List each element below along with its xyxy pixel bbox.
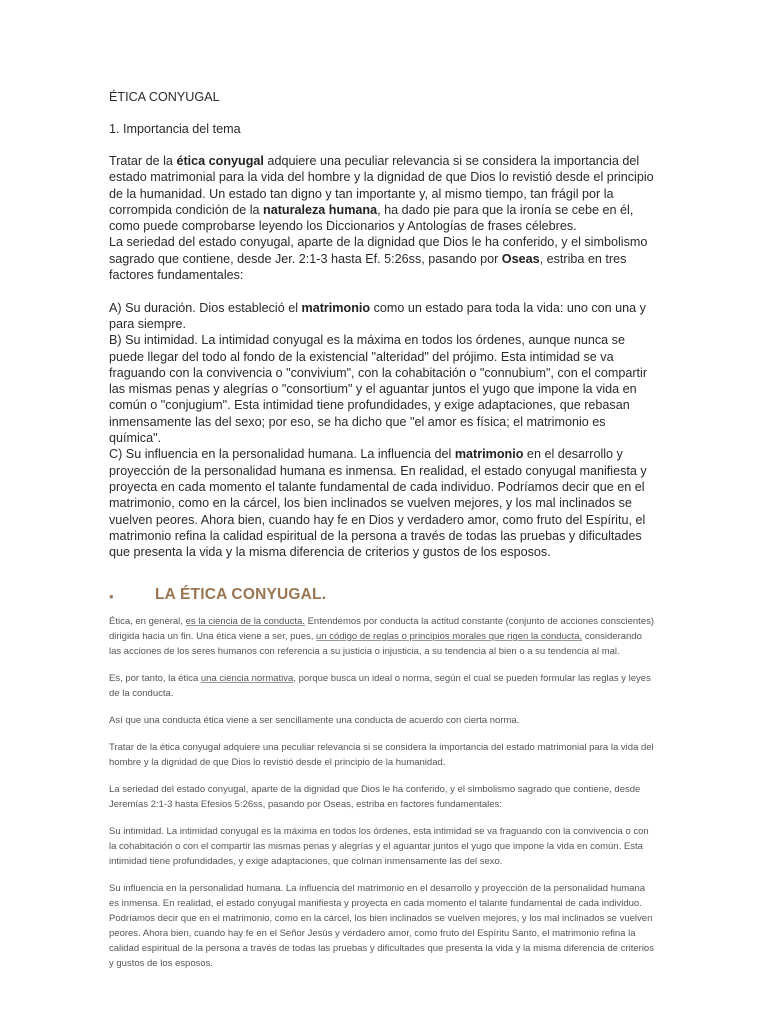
paragraph-influencia: C) Su influencia en la personalidad humana. La influencia del matrimonio en el desarrollo y proyección de la personalidad humana es inmensa. En realidad, el estado conyugal manifiesta y proyecta en cada momento el talante fundamental de cada individuo. Podríamos decir que en el matrimonio, como en la cárcel, los bien inclinados se vuelven mejores, y los mal inclinados se vuelven peores. Ahora bien, cuando hay fe en Dios y verdadero amor, como fruto del Espíritu, el matrimonio refina la calidad espiritual de la persona a través de todas las pruebas y dificultades que presenta la vida y la misma diferencia de criterios y gustos de los esposos. bbox=[109, 447, 647, 560]
paragraph-intro: Tratar de la ética conyugal adquiere una peculiar relevancia si se considera la importancia del estado matrimonial para la vida del hombre y la dignidad de que Dios lo revistió desde el principio de la humanidad. Un estado tan digno y tan importante y, al mismo tiempo, tan frágil por la corrompida condición de la naturaleza humana, ha dado pie para que la ironía se cebe en él, como puede comprobarse leyendo los Diccionarios y Antologías de frases célebres. bbox=[109, 154, 654, 234]
section-title: 1. Importancia del tema bbox=[109, 122, 241, 136]
paragraph-duracion: A) Su duración. Dios estableció el matrimonio como un estado para toda la vida: uno con una y para siempre. bbox=[109, 300, 646, 331]
document-body bbox=[109, 153, 661, 560]
link-codigo-reglas[interactable]: un código de reglas o principios morales que rigen la conducta, bbox=[316, 631, 583, 642]
web-paragraph-seriedad: La seriedad del estado conyugal, aparte de la dignidad que Dios le ha conferido, y el simbolismo sagrado que contiene, desde Jeremías 2:1-3 hasta Efesios 5:26ss, pasando por Oseas, estriba en factores fundamentales: bbox=[109, 784, 641, 810]
web-section-body bbox=[109, 614, 654, 983]
document-title: ÉTICA CONYUGAL bbox=[109, 90, 220, 104]
web-paragraph-etica: Ética, en general, es la ciencia de la conducta. Entendemos por conducta la actitud constante (conjunto de acciones conscientes) dirigida hacia un fin. Una ética viene a ser, pues, un código de reglas o principios morales que rigen la conducta, considerando las acciones de los seres humanos con referencia a su justicia o injusticia, a su tendencia al bien o a su tendencia al mal. bbox=[109, 616, 655, 657]
web-paragraph-conducta: Así que una conducta ética viene a ser sencillamente una conducta de acuerdo con cierta norma. bbox=[109, 715, 520, 726]
web-paragraph-relevancia: Tratar de la ética conyugal adquiere una peculiar relevancia si se considera la importancia del estado matrimonial para la vida del hombre y la dignidad de que Dios lo revistió desde el principio de la humanidad. bbox=[109, 742, 654, 768]
link-ciencia-conducta[interactable]: es la ciencia de la conducta. bbox=[185, 616, 305, 627]
paragraph-intimidad: B) Su intimidad. La intimidad conyugal es la máxima en todos los órdenes, aunque nunca se puede llegar del todo al fondo de la existencial "alteridad" del prójimo. Esta intimidad se va fraguando con la convivencia o "convivium", con la cohabitación o "connubium", con el compartir las mismas penas y alegrías o "consortium" y el aguantar juntos el yugo que impone la vida en común o "conjugium". Esta intimidad tiene profundidades, y exige adaptaciones, que rebasan inmensamente las del sexo; por eso, se ha dicho que "el amor es física; el matrimonio es química". bbox=[109, 333, 648, 446]
bullet-icon: • bbox=[109, 589, 114, 604]
web-section-heading bbox=[109, 586, 669, 608]
paragraph-seriedad: La seriedad del estado conyugal, aparte de la dignidad que Dios le ha conferido, y el simbolismo sagrado que contiene, desde Jer. 2:1-3 hasta Ef. 5:26ss, pasando por Oseas, estriba en tres factores fundamentales: bbox=[109, 235, 648, 283]
heading-text: LA ÉTICA CONYUGAL. bbox=[155, 586, 327, 603]
web-paragraph-influencia: Su influencia en la personalidad humana. La influencia del matrimonio en el desarrollo y proyección de la personalidad humana es inmensa. En realidad, el estado conyugal manifiesta y proyecta en cada momento el talante fundamental de cada individuo. Podríamos decir que en el matrimonio, como en la cárcel, los bien inclinados se vuelven mejores, y los mal inclinados se vuelven peores. Ahora bien, cuando hay fe en el Señor Jesús y verdadero amor, como fruto del Espíritu Santo, el matrimonio refina la calidad espiritual de la persona a través de todas las pruebas y dificultades que presenta la vida y la misma diferencia de criterios y gustos de los esposos. bbox=[109, 883, 654, 969]
web-paragraph-normativa: Es, por tanto, la ética una ciencia normativa, porque busca un ideal o norma, según el cual se pueden formular las reglas y leyes de la conducta. bbox=[109, 673, 651, 699]
web-paragraph-intimidad: Su intimidad. La intimidad conyugal es la máxima en todos los órdenes, esta intimidad se va fraguando con la convivencia o con la cohabitación o con el compartir las mismas penas y alegrías y el aguantar juntos el yugo que impone la vida en común. Esta intimidad tiene profundidades, y exige adaptaciones, que colman inmensamente las del sexo. bbox=[109, 826, 649, 867]
link-ciencia-normativa[interactable]: una ciencia normativa bbox=[200, 673, 294, 684]
